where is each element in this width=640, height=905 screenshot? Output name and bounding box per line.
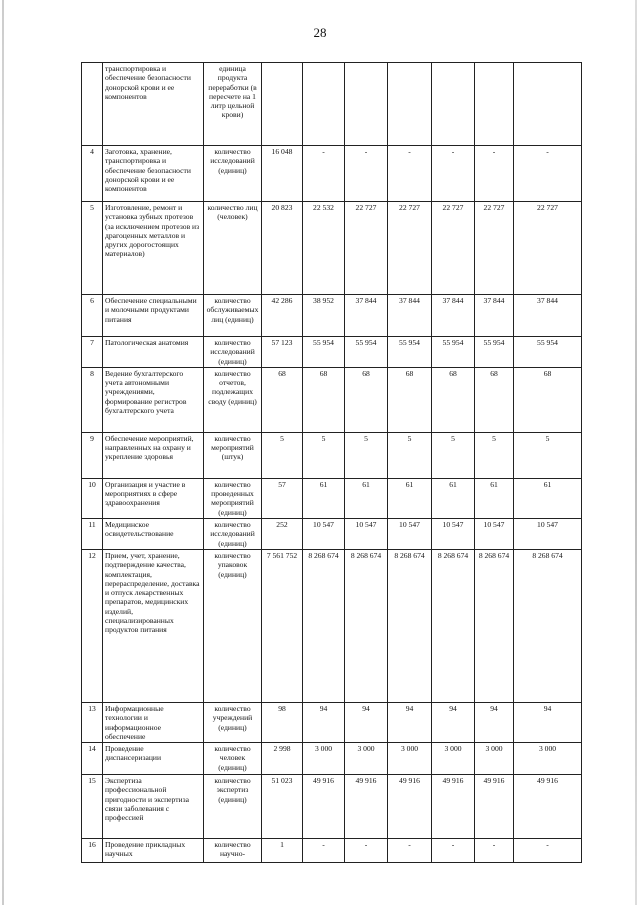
table-row [82, 295, 582, 337]
table-row [82, 478, 582, 518]
service-name: Обеспечение специальными и молочными продуктами питания [103, 295, 204, 337]
indicator-value: 20 823 [262, 202, 303, 295]
row-number: 11 [82, 519, 103, 550]
scan-edge-right [635, 0, 637, 905]
indicator-value: - [514, 146, 582, 202]
indicator-value: 37 844 [388, 295, 432, 337]
service-name: Патологическая анатомия [103, 337, 204, 368]
indicator-value: 252 [262, 519, 303, 550]
indicator-value: - [345, 146, 388, 202]
indicator-value: 57 123 [262, 337, 303, 368]
indicator-value: 94 [345, 702, 388, 742]
row-number: 14 [82, 743, 103, 775]
indicator-value: 22 727 [388, 202, 432, 295]
indicator-value: 61 [303, 478, 345, 518]
table-row [82, 775, 582, 839]
indicator-value: 16 048 [262, 146, 303, 202]
unit-of-measure: количество упаковок (единиц) [204, 549, 262, 702]
indicator-value: 22 727 [345, 202, 388, 295]
row-number: 5 [82, 202, 103, 295]
indicator-value: 68 [262, 367, 303, 432]
indicator-value: - [432, 839, 475, 863]
indicator-value: 61 [388, 478, 432, 518]
indicator-value: 3 000 [432, 743, 475, 775]
unit-of-measure: единица продукта переработки (в пересчете на 1 литр цельной крови) [204, 63, 262, 146]
indicator-value [262, 63, 303, 146]
indicator-value [432, 63, 475, 146]
indicator-value: 5 [262, 432, 303, 478]
indicator-value [475, 63, 514, 146]
indicator-value: 61 [432, 478, 475, 518]
indicator-value: 49 916 [303, 775, 345, 839]
service-name: Проведение диспансеризации [103, 743, 204, 775]
indicator-value: - [388, 839, 432, 863]
indicator-value: 94 [514, 702, 582, 742]
indicator-value: 55 954 [388, 337, 432, 368]
indicator-value: 3 000 [345, 743, 388, 775]
indicator-value: 22 727 [475, 202, 514, 295]
indicator-value: 5 [514, 432, 582, 478]
table-body [82, 63, 582, 863]
unit-of-measure: количество отчетов, подлежащих своду (единиц) [204, 367, 262, 432]
indicator-value: 8 268 674 [514, 549, 582, 702]
table-row [82, 337, 582, 368]
indicator-value: 8 268 674 [388, 549, 432, 702]
row-number: 9 [82, 432, 103, 478]
indicator-value: 10 547 [388, 519, 432, 550]
indicator-value: 5 [432, 432, 475, 478]
scan-edge-left [2, 0, 4, 905]
unit-of-measure: количество исследований (единиц) [204, 146, 262, 202]
table-row [82, 202, 582, 295]
indicator-value: - [303, 839, 345, 863]
unit-of-measure: количество обслуживаемых лиц (единиц) [204, 295, 262, 337]
indicator-value: 57 [262, 478, 303, 518]
row-number: 13 [82, 702, 103, 742]
indicator-value: 5 [475, 432, 514, 478]
unit-of-measure: количество экспертиз (единиц) [204, 775, 262, 839]
indicator-value: 3 000 [475, 743, 514, 775]
indicator-value: - [345, 839, 388, 863]
service-name: Прием, учет, хранение, подтверждение качества, комплектация, перераспределение, доставка и отпуск лекарственных препаратов, медицинских изделий, специализированных продуктов питания [103, 549, 204, 702]
row-number [82, 63, 103, 146]
indicator-value: - [388, 146, 432, 202]
indicator-value: 49 916 [432, 775, 475, 839]
indicator-value: 22 727 [514, 202, 582, 295]
row-number: 8 [82, 367, 103, 432]
service-name: Информационные технологии и информационное обеспечение [103, 702, 204, 742]
indicator-value: - [475, 839, 514, 863]
indicator-value: 5 [388, 432, 432, 478]
indicator-value: - [303, 146, 345, 202]
unit-of-measure: количество человек (единиц) [204, 743, 262, 775]
indicator-value: 61 [514, 478, 582, 518]
indicator-value: 55 954 [303, 337, 345, 368]
table-row [82, 519, 582, 550]
unit-of-measure: количество исследований (единиц) [204, 337, 262, 368]
indicator-value: 22 727 [432, 202, 475, 295]
row-number: 12 [82, 549, 103, 702]
indicator-value: 10 547 [432, 519, 475, 550]
row-number: 16 [82, 839, 103, 863]
indicator-value: 3 000 [514, 743, 582, 775]
indicator-value: 8 268 674 [475, 549, 514, 702]
indicator-value: 61 [345, 478, 388, 518]
row-number: 4 [82, 146, 103, 202]
indicator-value: 5 [303, 432, 345, 478]
indicator-value: 10 547 [345, 519, 388, 550]
indicator-value: 38 952 [303, 295, 345, 337]
indicator-value: 10 547 [514, 519, 582, 550]
row-number: 10 [82, 478, 103, 518]
service-name: Изготовление, ремонт и установка зубных протезов (за исключением протезов из драгоценных металлов и других дорогостоящих материалов) [103, 202, 204, 295]
service-name: Медицинское освидетельствование [103, 519, 204, 550]
indicator-value: 8 268 674 [303, 549, 345, 702]
unit-of-measure: количество научно- [204, 839, 262, 863]
indicator-value: 7 561 752 [262, 549, 303, 702]
indicator-value: 22 532 [303, 202, 345, 295]
indicator-value: 55 954 [432, 337, 475, 368]
service-name: транспортировка и обеспечение безопасности донорской крови и ее компонентов [103, 63, 204, 146]
indicator-value: 8 268 674 [345, 549, 388, 702]
unit-of-measure: количество учреждений (единиц) [204, 702, 262, 742]
indicator-value: 94 [303, 702, 345, 742]
service-name: Заготовка, хранение, транспортировка и обеспечение безопасности донорской крови и ее компонентов [103, 146, 204, 202]
indicator-value: 68 [345, 367, 388, 432]
indicator-value: 1 [262, 839, 303, 863]
indicator-value: - [475, 146, 514, 202]
indicator-value: 49 916 [514, 775, 582, 839]
indicator-value: 98 [262, 702, 303, 742]
table-row [82, 63, 582, 146]
unit-of-measure: количество лиц (человек) [204, 202, 262, 295]
indicators-table [81, 62, 582, 863]
indicator-value: 42 286 [262, 295, 303, 337]
indicator-value [303, 63, 345, 146]
service-name: Обеспечение мероприятий, направленных на охрану и укрепление здоровья [103, 432, 204, 478]
table-row [82, 743, 582, 775]
row-number: 6 [82, 295, 103, 337]
indicator-value: - [432, 146, 475, 202]
indicator-value [514, 63, 582, 146]
indicator-value: 37 844 [514, 295, 582, 337]
indicator-value [388, 63, 432, 146]
service-name: Проведение прикладных научных [103, 839, 204, 863]
table-row [82, 549, 582, 702]
indicator-value: 8 268 674 [432, 549, 475, 702]
indicator-value: 3 000 [303, 743, 345, 775]
indicator-value: 49 916 [475, 775, 514, 839]
indicator-value: 51 023 [262, 775, 303, 839]
table-row [82, 702, 582, 742]
indicator-value [345, 63, 388, 146]
indicator-value: 55 954 [475, 337, 514, 368]
unit-of-measure: количество мероприятий (штук) [204, 432, 262, 478]
row-number: 7 [82, 337, 103, 368]
table-row [82, 432, 582, 478]
indicator-value: 94 [388, 702, 432, 742]
indicator-value: 94 [432, 702, 475, 742]
service-name: Экспертиза профессиональной пригодности и экспертиза связи заболевания с профессией [103, 775, 204, 839]
indicator-value: 68 [303, 367, 345, 432]
indicator-value: 37 844 [432, 295, 475, 337]
indicator-value: 2 998 [262, 743, 303, 775]
service-name: Организация и участие в мероприятиях в сфере здравоохранения [103, 478, 204, 518]
indicator-value: 55 954 [345, 337, 388, 368]
indicator-value: 10 547 [303, 519, 345, 550]
service-name: Ведение бухгалтерского учета автономными учреждениями, формирование регистров бухгалтерского учета [103, 367, 204, 432]
indicator-value: 49 916 [388, 775, 432, 839]
indicator-value: 68 [475, 367, 514, 432]
indicator-value: 68 [388, 367, 432, 432]
page-number: 28 [313, 25, 327, 40]
indicator-value: 5 [345, 432, 388, 478]
indicator-value: 49 916 [345, 775, 388, 839]
indicator-value: 10 547 [475, 519, 514, 550]
unit-of-measure: количество исследований (единиц) [204, 519, 262, 550]
table-row [82, 146, 582, 202]
indicator-value: 55 954 [514, 337, 582, 368]
table-row [82, 839, 582, 863]
indicator-value: 68 [432, 367, 475, 432]
row-number: 15 [82, 775, 103, 839]
indicator-value: 37 844 [475, 295, 514, 337]
indicator-value: 37 844 [345, 295, 388, 337]
indicator-value: 94 [475, 702, 514, 742]
table-row [82, 367, 582, 432]
indicator-value: - [514, 839, 582, 863]
indicator-value: 68 [514, 367, 582, 432]
unit-of-measure: количество проведенных мероприятий (единиц) [204, 478, 262, 518]
indicator-value: 61 [475, 478, 514, 518]
indicator-value: 3 000 [388, 743, 432, 775]
